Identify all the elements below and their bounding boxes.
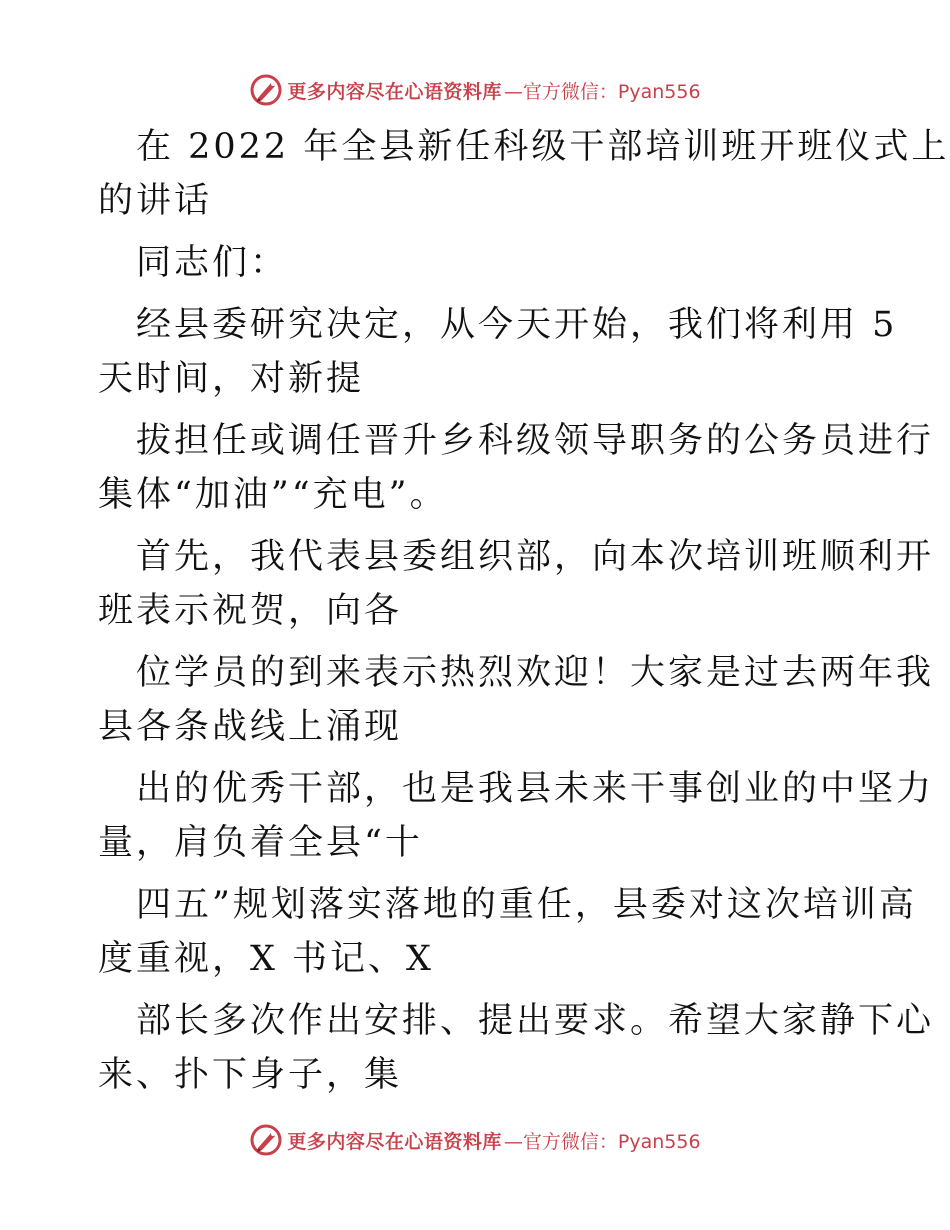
footer-watermark — [0, 1120, 950, 1160]
footer-brand-text: 更多内容尽在心语资料库 — [287, 1130, 502, 1153]
paragraph-line: 拔担任或调任晋升乡科级领导职务的公务员进行 — [136, 421, 935, 461]
paragraph-line: 度重视，X 书记、X — [98, 939, 434, 979]
header-watermark — [0, 70, 950, 110]
paragraph-line: 班表示祝贺，向各 — [98, 591, 403, 631]
paragraph-line: 县各条战线上涌现 — [98, 707, 403, 747]
paragraph-line: 天时间，对新提 — [98, 359, 365, 399]
paragraph-line: 首先，我代表县委组织部，向本次培训班顺利开 — [136, 537, 935, 577]
paragraph-line: 经县委研究决定，从今天开始，我们将利用 5 — [136, 305, 898, 345]
salutation: 同志们： — [136, 243, 289, 283]
pen-logo-icon — [249, 1123, 283, 1157]
paragraph-line: 集体“加油”“充电”。 — [98, 475, 448, 515]
paragraph-line: 四五”规划落实落地的重任，县委对这次培训高 — [136, 885, 917, 925]
paragraph-line: 部长多次作出安排、提出要求。希望大家静下心 — [136, 1001, 935, 1041]
title-line-1: 在 2022 年全县新任科级干部培训班开班仪式上 — [136, 127, 950, 167]
paragraph-line: 量，肩负着全县“十 — [98, 823, 423, 863]
footer-wechat-text: —官方微信：Pyan556 — [503, 1130, 701, 1153]
document-body — [98, 120, 950, 1102]
paragraph-line: 出的优秀干部，也是我县未来干事创业的中坚力 — [136, 769, 935, 809]
paragraph-line: 来、扑下身子，集 — [98, 1055, 403, 1095]
title-line-2: 的讲话 — [98, 181, 213, 221]
paragraph-line: 位学员的到来表示热烈欢迎！大家是过去两年我 — [136, 653, 935, 693]
header-wechat-text: —官方微信：Pyan556 — [503, 80, 701, 103]
pen-logo-icon — [249, 73, 283, 107]
header-brand-text: 更多内容尽在心语资料库 — [287, 80, 502, 103]
